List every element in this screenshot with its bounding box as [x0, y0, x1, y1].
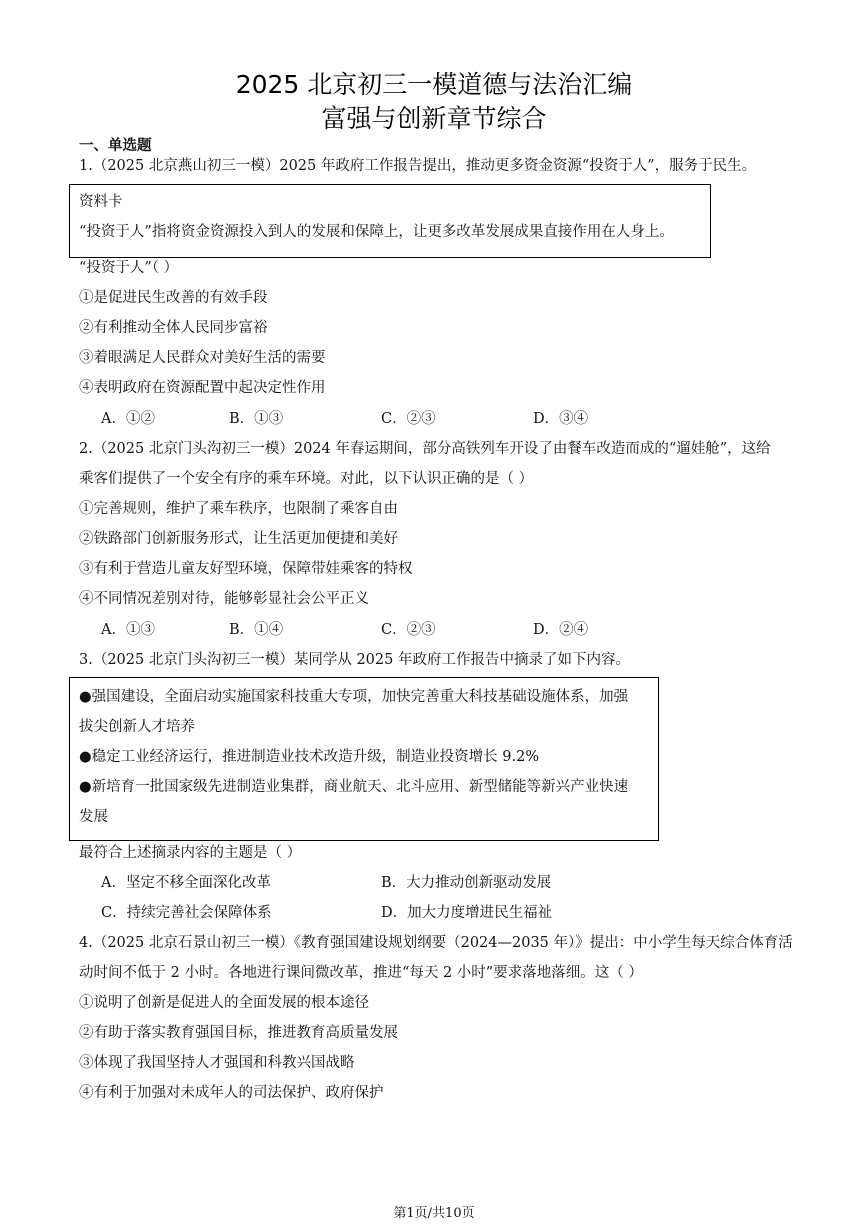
- q1-item-4: ④表明政府在资源配置中起决定性作用: [79, 380, 326, 396]
- q2-item-3: ③有利于营造儿童友好型环境，保障带娃乘客的特权: [79, 561, 413, 577]
- q1-stem: 1.（2025 北京燕山初三一模）2025 年政府工作报告提出，推动更多资金资源“投资于人”，服务于民生。: [79, 158, 757, 174]
- q1-item-3: ③着眼满足人民群众对美好生活的需要: [79, 350, 326, 366]
- q2-option-c: C．②③: [381, 622, 436, 638]
- q3-option-d: D．加大力度增进民生福祉: [381, 905, 553, 921]
- q2-item-4: ④不同情况差别对待，能够彰显社会公平正义: [79, 591, 369, 607]
- q4-stem-line1: 4.（2025 北京石景山初三一模）《教育强国建设规划纲要（2024—2035 年）》提出：中小学生每天综合体育活: [79, 935, 793, 951]
- q4-item-1: ①说明了创新是促进人的全面发展的根本途径: [79, 995, 369, 1011]
- q1-option-c: C．②③: [381, 411, 436, 427]
- q3-option-c: C．持续完善社会保障体系: [101, 905, 272, 921]
- q1-card-title: 资料卡: [79, 194, 123, 210]
- q4-item-2: ②有助于落实教育强国目标，推进教育高质量发展: [79, 1025, 398, 1041]
- q3-excerpt-box: [69, 677, 659, 841]
- q1-info-card: [69, 184, 711, 258]
- doc-title: 2025 北京初三一模道德与法治汇编: [235, 70, 633, 99]
- q4-item-3: ③体现了我国坚持人才强国和科教兴国战略: [79, 1055, 355, 1071]
- q1-item-2: ②有利推动全体人民同步富裕: [79, 320, 268, 336]
- q1-option-d: D．③④: [533, 411, 589, 427]
- q3-stem: 3.（2025 北京门头沟初三一模）某同学从 2025 年政府工作报告中摘录了如下内容。: [79, 652, 630, 668]
- q3-excerpt-line-5: 发展: [79, 809, 108, 825]
- q4-item-4: ④有利于加强对未成年人的司法保护、政府保护: [79, 1085, 384, 1101]
- q3-option-b: B．大力推动创新驱动发展: [381, 875, 552, 891]
- q3-prompt: 最符合上述摘录内容的主题是（ ）: [79, 845, 302, 861]
- q3-excerpt-line-2: 拔尖创新人才培养: [79, 719, 195, 735]
- page-footer: 第1页/共10页: [393, 1206, 475, 1221]
- q1-option-b: B．①③: [229, 411, 284, 427]
- q1-item-1: ①是促进民生改善的有效手段: [79, 290, 268, 306]
- q3-excerpt-line-3: ●稳定工业经济运行，推进制造业技术改造升级，制造业投资增长 9.2%: [79, 749, 540, 765]
- doc-subtitle: 富强与创新章节综合: [321, 104, 547, 133]
- q4-stem-line2: 动时间不低于 2 小时。各地进行课间微改革，推进“每天 2 小时”要求落地落细。这（ ）: [79, 965, 643, 981]
- q2-option-d: D．②④: [533, 622, 589, 638]
- q2-option-a: A．①③: [101, 622, 155, 638]
- q2-stem-line2: 乘客们提供了一个安全有序的乘车环境。对此，以下认识正确的是（ ）: [79, 471, 534, 487]
- q3-excerpt-line-1: ●强国建设，全面启动实施国家科技重大专项，加快完善重大科技基础设施体系，加强: [79, 689, 629, 705]
- q2-item-2: ②铁路部门创新服务形式，让生活更加便捷和美好: [79, 531, 398, 547]
- q2-option-b: B．①④: [229, 622, 284, 638]
- section-heading: 一、单选题: [79, 138, 152, 154]
- q1-prompt: “投资于人”（ ）: [79, 260, 179, 276]
- q1-option-a: A．①②: [101, 411, 155, 427]
- q2-stem-line1: 2.（2025 北京门头沟初三一模）2024 年春运期间，部分高铁列车开设了由餐车改造而成的“遛娃舱”，这给: [79, 441, 771, 457]
- q2-item-1: ①完善规则，维护了乘车秩序，也限制了乘客自由: [79, 501, 398, 517]
- q3-excerpt-line-4: ●新培育一批国家级先进制造业集群，商业航天、北斗应用、新型储能等新兴产业快速: [79, 779, 629, 795]
- q1-card-text: “投资于人”指将资金资源投入到人的发展和保障上，让更多改革发展成果直接作用在人身上。: [79, 224, 674, 240]
- q3-option-a: A．坚定不移全面深化改革: [101, 875, 271, 891]
